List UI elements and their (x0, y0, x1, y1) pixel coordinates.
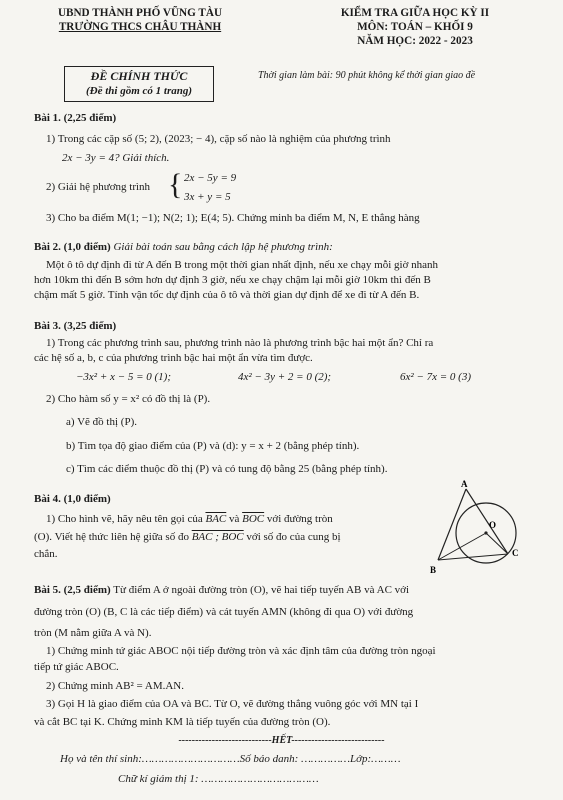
department-name: UBND THÀNH PHỐ VŨNG TÀU (57, 7, 223, 19)
segment-ac (466, 489, 508, 554)
page-count-note: (Đề thi gồm có 1 trang) (85, 85, 193, 97)
bai4-line2-a: (O). Viết hệ thức liên hệ giữa số đo (34, 531, 189, 543)
school-year: NĂM HỌC: 2022 - 2023 (357, 35, 473, 47)
bai2-subtitle: Giải bài toán sau bằng cách lập hệ phương trình: (113, 241, 333, 253)
angle-ratio: BAC ; BOC (191, 531, 244, 543)
bai5-line1: Từ điểm A ở ngoài đường tròn (O), vẽ hai tiếp tuyến AB và AC với (113, 584, 410, 596)
label-b: B (430, 565, 437, 575)
circle-figure (428, 478, 528, 583)
exam-header (300, 6, 530, 48)
end-marker: ----------------------------HẾT---------------------------- (178, 735, 385, 746)
bai2-title: Bài 2. (1,0 điểm) (34, 241, 111, 253)
segment-ab (438, 489, 466, 560)
center-point (484, 531, 487, 534)
bai2-heading (34, 240, 333, 254)
bai4-line1-c: với đường tròn (266, 513, 333, 525)
segment-ob (438, 533, 486, 560)
label-a: A (461, 479, 468, 489)
label-o: O (489, 520, 497, 530)
bai1-q2-text: 2) Giải hệ phương trình (46, 181, 151, 193)
bai5-q3-line2: và cắt BC tại K. Chứng minh KM là tiếp tuyến của đường tròn (O). (34, 716, 331, 728)
bai1-q1-line2: 2x − 3y = 4? Giải thích. (62, 152, 170, 164)
bai3-title: Bài 3. (3,25 điểm) (34, 320, 117, 332)
bai5-line2: đường tròn (O) (B, C là các tiếp điểm) và cát tuyến AMN (không đi qua O) với đường (34, 606, 414, 618)
segment-bc (438, 554, 508, 560)
bai3-q2a: a) Vẽ đồ thị (P). (66, 416, 137, 428)
bai5-q1-line2: tiếp tứ giác ABOC. (34, 661, 119, 673)
proctor-signature-line: Chữ kí giám thị 1: ……………………………… (118, 773, 319, 785)
bai5-q2: 2) Chứng minh AB² = AM.AN. (46, 680, 185, 692)
bai1-title: Bài 1. (2,25 điểm) (34, 112, 117, 124)
official-exam-box (64, 66, 214, 102)
bai3-q2c: c) Tìm các điểm thuộc đồ thị (P) và có tung độ bằng 25 (bằng phép tính). (66, 463, 388, 475)
bai3-q2: 2) Cho hàm số y = x² có đồ thị là (P). (46, 393, 211, 405)
bai3-q1-line1: 1) Trong các phương trình sau, phương trình nào là phương trình bậc hai một ẩn? Chỉ ra (46, 337, 434, 349)
angle-bac: $\overline{BAC}$ (205, 513, 227, 525)
bai4-line2 (34, 530, 341, 544)
time-limit: Thời gian làm bài: 90 phút không kể thời gian giao đề (258, 70, 476, 81)
bai3-eq3: 6x² − 7x = 0 (3) (400, 371, 471, 383)
label-c: C (512, 548, 519, 558)
official-label: ĐỀ CHÍNH THỨC (90, 69, 188, 83)
bai2-line1: Một ô tô dự định đi từ A đến B trong một thời gian nhất định, nếu xe chạy mỗi giờ nhanh (46, 259, 439, 271)
bai5-q3-line1: 3) Gọi H là giao điểm của OA và BC. Từ O, vẽ đường thẳng vuông góc với MN tại I (46, 698, 419, 710)
student-info-line: Họ và tên thí sinh:…………………………Số báo danh: ……………Lớp:……… (60, 753, 401, 765)
bai3-q2b: b) Tìm tọa độ giao điểm của (P) và (d): y = x + 2 (bằng phép tính). (66, 440, 360, 452)
bai5-line3: tròn (M nằm giữa A và N). (34, 627, 152, 639)
bai5-q1-line1: 1) Chứng minh tứ giác ABOC nội tiếp đường tròn và xác định tâm của đường tròn ngoại (46, 645, 436, 657)
bai3-eq2: 4x² − 3y + 2 = 0 (2); (238, 371, 332, 383)
angle-boc: $\overline{BOC}$ (242, 513, 265, 525)
bai4-line1 (46, 512, 333, 526)
system-brace: { (168, 168, 183, 201)
bai4-line1-a: 1) Cho hình vẽ, hãy nêu tên gọi của (46, 513, 203, 525)
exam-title: KIỂM TRA GIỮA HỌC KỲ II (340, 7, 490, 19)
bai2-line2: hơn 10km thì đến B sớm hơn dự định 3 giờ, nếu xe chạy chậm lại mỗi giờ 10km thì đến B (34, 274, 431, 286)
bai3-q1-line2: các hệ số a, b, c của phương trình bậc hai một ẩn vừa tìm được. (34, 352, 313, 364)
bai1-q3: 3) Cho ba điểm M(1; −1); N(2; 1); E(4; 5). Chứng minh ba điểm M, N, E thẳng hàng (46, 212, 420, 224)
bai1-q2-eq1: 2x − 5y = 9 (184, 172, 237, 184)
school-header (30, 6, 250, 34)
bai5-line1-wrap (34, 583, 409, 597)
bai4-line3: chắn. (34, 548, 58, 560)
exam-subject: MÔN: TOÁN – KHỐI 9 (357, 21, 473, 33)
bai1-q1-line1: 1) Trong các cặp số (5; 2), (2023; − 4), cặp số nào là nghiệm của phương trình (46, 133, 391, 145)
bai3-eq1: −3x² + x − 5 = 0 (1); (76, 371, 171, 383)
bai1-q2-eq2: 3x + y = 5 (184, 191, 231, 203)
bai2-line3: chậm mất 5 giờ. Tính vận tốc dự định của ô tô và thời gian dự định để xe đi từ A đến B. (34, 289, 420, 301)
bai4-line2-b: với số đo của cung bị (246, 531, 341, 543)
bai4-line1-b: và (229, 513, 240, 525)
bai4-title: Bài 4. (1,0 điểm) (34, 493, 111, 505)
bai5-title: Bài 5. (2,5 điểm) (34, 584, 111, 596)
school-name: TRƯỜNG THCS CHÂU THÀNH (58, 21, 222, 33)
